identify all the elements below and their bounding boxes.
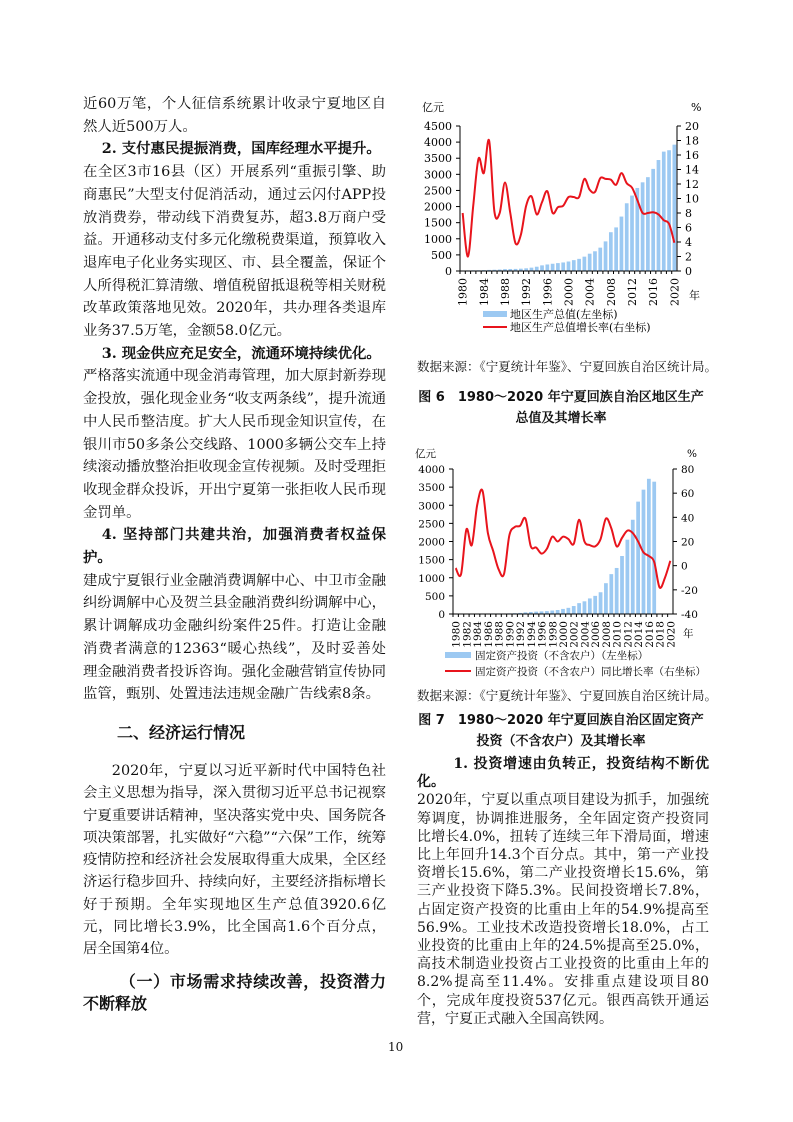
- left-tick-label: 3500: [418, 482, 445, 495]
- legend-line-label: 固定资产投资（不含农户）同比增长率（右坐标）: [475, 666, 706, 678]
- x-tick-label: 2004: [579, 621, 592, 648]
- left-tick-label: 0: [438, 609, 445, 621]
- bar-2007: [604, 241, 608, 271]
- bar-2001: [572, 260, 576, 271]
- bar-2010: [620, 217, 624, 271]
- right-tick-label: 80: [681, 464, 695, 476]
- bar-2009: [614, 227, 618, 271]
- bar-2016: [651, 169, 655, 271]
- bar-2015: [646, 177, 650, 271]
- left-tick-label: 0: [445, 265, 452, 278]
- x-tick-label: 1984: [477, 278, 491, 306]
- economy-paragraph-block: [83, 760, 386, 961]
- bar-2018: [662, 152, 666, 271]
- bar-2002: [577, 259, 581, 271]
- bar-2020: [673, 145, 677, 271]
- right-tick-label: 20: [685, 120, 699, 133]
- bar-2004: [583, 601, 587, 614]
- bar-2008: [609, 232, 613, 271]
- right-tick-label: 4: [685, 236, 692, 249]
- x-axis-unit: 年: [689, 289, 700, 302]
- bar-1998: [550, 611, 554, 614]
- x-tick-label: 1992: [520, 278, 534, 306]
- figure-6-source: 数据来源：《宁夏统计年鉴》、宁夏回族自治区统计局。: [417, 359, 718, 374]
- bar-2011: [620, 556, 624, 614]
- right-tick-label: 18: [685, 134, 699, 148]
- x-tick-label: 1984: [472, 621, 485, 648]
- figure-7-caption: [405, 710, 717, 752]
- right-axis-unit: %: [691, 101, 702, 114]
- x-tick-label: 2016: [643, 621, 656, 648]
- x-tick-label: 1982: [461, 621, 474, 648]
- legend-line-label: 地区生产总值增长率(右坐标): [510, 321, 651, 334]
- heading-investment: 1. 投资增速由负转正，投资结构不断优化。: [417, 756, 709, 791]
- left-tick-label: 2000: [424, 200, 452, 214]
- left-tick-label: 500: [424, 590, 445, 603]
- x-tick-label: 2016: [647, 278, 661, 306]
- caption-line: 图 6 1980～2020 年宁夏回族自治区地区生产: [418, 390, 704, 405]
- x-tick-label: 2008: [600, 621, 613, 648]
- x-tick-label: 2014: [633, 621, 646, 648]
- subsection-title: （一）市场需求持续改善，投资潜力不断释放: [83, 971, 386, 1013]
- x-tick-label: 2000: [558, 621, 570, 648]
- left-tick-label: 2500: [424, 184, 452, 198]
- legend-bar-label: 地区生产总值(左坐标): [510, 308, 618, 321]
- right-tick-label: 20: [681, 536, 695, 549]
- legend-bar-label: 固定资产投资（不含农户）（左坐标）: [475, 650, 649, 662]
- bar-1999: [556, 610, 560, 614]
- caption-line: 图 7 1980～2020 年宁夏回族自治区固定资产: [418, 713, 704, 728]
- right-tick-label: 14: [685, 163, 699, 177]
- bar-2019: [667, 150, 671, 271]
- right-tick-label: -40: [681, 609, 698, 621]
- bar-2012: [626, 540, 630, 614]
- bar-2006: [593, 596, 597, 614]
- x-tick-label: 2004: [583, 278, 597, 306]
- x-tick-label: 2002: [568, 621, 581, 648]
- left-tick-label: 2000: [418, 536, 445, 549]
- x-tick-label: 1986: [482, 621, 495, 648]
- left-column-flow: [83, 93, 386, 1015]
- x-tick-label: 2012: [622, 621, 635, 648]
- left-tick-label: 4000: [418, 464, 445, 476]
- bar-2008: [604, 583, 608, 614]
- bar-1994: [535, 267, 539, 271]
- bar-2012: [630, 196, 634, 271]
- x-tick-label: 1994: [525, 621, 538, 648]
- page-number: 10: [388, 1040, 404, 1054]
- left-tick-label: 1500: [418, 554, 445, 567]
- right-tick-label: 6: [685, 221, 692, 235]
- bar-2003: [577, 603, 581, 614]
- x-tick-label: 2012: [626, 278, 640, 306]
- right-column: [417, 755, 709, 1028]
- x-tick-label: 1996: [536, 621, 549, 648]
- paragraph: 2020年，宁夏以重点项目建设为抓手，加强统筹调度，协调推进服务，全年固定资产投资同比增长4.0%，扭转了连续三年下滑局面，增速比上年回升14.3个百分点。其中，第一产业投资增长15.6%，第二产业投资增长15.6%，第三产业投资下降5.3%。民间投资增长7.8%，占固定资产投资的比重由上年的54.9%提高至56.9%。工业技术改造投资增长18.0%，占工业投资的比重由上年的24.5%提高至25.0%，高技术制造业投资占工业投资的比重由上年的8.2%提高至11.4%。安排重点建设项目80个，完成年度投资537亿元。银西高铁开通运营，宁夏正式融入全国高铁网。: [417, 792, 709, 1027]
- paragraph: 2020年，宁夏以习近平新时代中国特色社会主义思想为指导，深入贯彻习近平总书记视察宁夏重要讲话精神，坚决落实党中央、国务院各项决策部署，扎实做好“六稳”“六保”工作，统筹疫情防控和经济社会发展取得重大成果，全区经济运行稳步回升、持续向好，主要经济指标增长好于预期。全年实现地区生产总值3920.6亿元，同比增长3.9%，比全国高1.6个百分点，居全国第4位。: [83, 762, 386, 958]
- caption-line: 总值及其增长率: [515, 411, 607, 426]
- bar-2011: [625, 203, 629, 271]
- x-tick-label: 1998: [547, 621, 560, 648]
- left-axis-unit: 亿元: [422, 101, 444, 114]
- x-tick-label: 1990: [504, 621, 517, 648]
- bar-2016: [647, 479, 651, 614]
- x-tick-label: 1980: [450, 621, 463, 648]
- x-tick-label: 2006: [590, 621, 603, 648]
- x-tick-label: 1992: [515, 621, 528, 648]
- x-tick-label: 2020: [668, 278, 682, 306]
- left-axis-unit: 亿元: [415, 448, 436, 460]
- left-tick-label: 3500: [424, 152, 452, 166]
- heading-consumer-protection: 4. 坚持部门共建共治，加强消费者权益保护。: [83, 526, 386, 567]
- caption-line: 投资（不含农户）及其增长率: [476, 734, 646, 749]
- figure-7-source: 数据来源：《宁夏统计年鉴》、宁夏回族自治区统计局。: [417, 688, 718, 703]
- x-tick-label: 2000: [562, 278, 576, 306]
- paragraph: 建成宁夏银行业金融消费调解中心、中卫市金融纠纷调解中心及贺兰县金融消费纠纷调解中心，累计调解成功金融纠纷案件25件。打造让金融消费者满意的12363“暖心热线”，及时妥善处理金融消费者投诉咨询。强化金融营销宣传协同监管，甄别、处置违法违规金融广告线索8条。: [83, 572, 386, 703]
- bar-2003: [583, 257, 587, 271]
- right-tick-label: 16: [685, 149, 699, 162]
- right-tick-label: 12: [685, 178, 699, 191]
- bar-1999: [561, 262, 565, 271]
- legend-bar-swatch: [445, 652, 471, 658]
- bar-2014: [641, 182, 645, 271]
- bar-2002: [572, 606, 576, 614]
- bar-2000: [567, 261, 571, 271]
- bar-2001: [566, 608, 570, 614]
- bar-2014: [636, 502, 640, 614]
- bar-1995: [540, 265, 544, 271]
- left-tick-label: 1500: [424, 216, 452, 230]
- right-tick-label: 2: [685, 250, 692, 264]
- figure-6-caption: [405, 387, 717, 429]
- x-tick-label: 2020: [665, 621, 678, 648]
- right-axis-unit: %: [687, 448, 697, 460]
- bar-1997: [551, 264, 555, 271]
- left-tick-label: 3000: [418, 500, 445, 513]
- x-tick-label: 2018: [654, 621, 667, 648]
- left-tick-label: 3000: [424, 168, 452, 182]
- x-tick-label: 2008: [604, 278, 618, 306]
- left-tick-label: 1000: [418, 572, 445, 585]
- x-tick-label: 1980: [456, 278, 470, 306]
- heading-payment: 2. 支付惠民提振消费，国库经理水平提升。: [101, 140, 381, 158]
- right-tick-label: 8: [685, 207, 692, 220]
- x-tick-label: 1988: [498, 278, 512, 306]
- paragraph: 近60万笔，个人征信系统累计收录宁夏地区自然人近500万人。: [83, 96, 386, 135]
- bar-2010: [615, 568, 619, 614]
- x-axis-unit: 年: [683, 628, 694, 640]
- bar-1993: [530, 268, 534, 271]
- right-tick-label: 40: [681, 512, 695, 525]
- heading-cash: 3. 现金供应充足安全，流通环境持续优化。: [101, 344, 381, 362]
- left-tick-label: 2500: [418, 518, 445, 531]
- bar-2017: [652, 482, 656, 614]
- legend-bar-swatch: [483, 311, 507, 317]
- bar-2009: [609, 574, 613, 614]
- bar-2000: [561, 609, 565, 614]
- bar-2005: [593, 251, 597, 271]
- bar-2005: [588, 598, 592, 614]
- bar-2007: [599, 592, 603, 614]
- paragraph: 在全区3市16县（区）开展系列“重振引擎、助商惠民”大型支付促消活动，通过云闪付APP投放消费券，带动线下消费复苏，超3.8万商户受益。开通移动支付多元化缴税费渠道，预算收入退库电子化业务实现区、市、县全覆盖，保证个人所得税汇算清缴、增值税留抵退税等相关财税改革政策落地见效。2020年，共办理各类退库业务37.5万笔，金额58.0亿元。: [83, 164, 386, 340]
- figure-7-chart: [405, 445, 720, 685]
- left-tick-label: 4000: [424, 136, 452, 150]
- x-tick-label: 2010: [611, 621, 624, 648]
- figure-6-chart: [405, 95, 720, 340]
- left-tick-label: 1000: [424, 232, 452, 246]
- bar-2004: [588, 254, 592, 271]
- right-tick-label: -20: [681, 584, 698, 597]
- x-tick-label: 1988: [493, 621, 506, 648]
- left-tick-label: 500: [431, 248, 452, 262]
- right-tick-label: 60: [681, 488, 695, 501]
- bar-1996: [545, 264, 549, 271]
- right-tick-label: 0: [681, 560, 688, 573]
- left-column: [83, 93, 386, 706]
- x-tick-label: 1996: [541, 278, 555, 306]
- bar-2006: [598, 248, 602, 271]
- section-title: 二、经济运行情况: [117, 722, 246, 742]
- left-tick-label: 4500: [424, 120, 452, 133]
- paragraph: 严格落实流通中现金消毒管理，加大原封新券现金投放，强化现金业务“收支两条线”，提升流通中人民币整洁度。扩大人民币现金知识宣传，在银川市50多条公交线路、1000多辆公交车上持续滚动播放整治拒收现金宣传视频。及时受理拒收现金群众投诉，开出宁夏第一张拒收人民币现金罚单。: [83, 368, 386, 521]
- right-tick-label: 10: [685, 192, 699, 206]
- bar-1998: [556, 263, 560, 271]
- right-tick-label: 0: [685, 265, 692, 278]
